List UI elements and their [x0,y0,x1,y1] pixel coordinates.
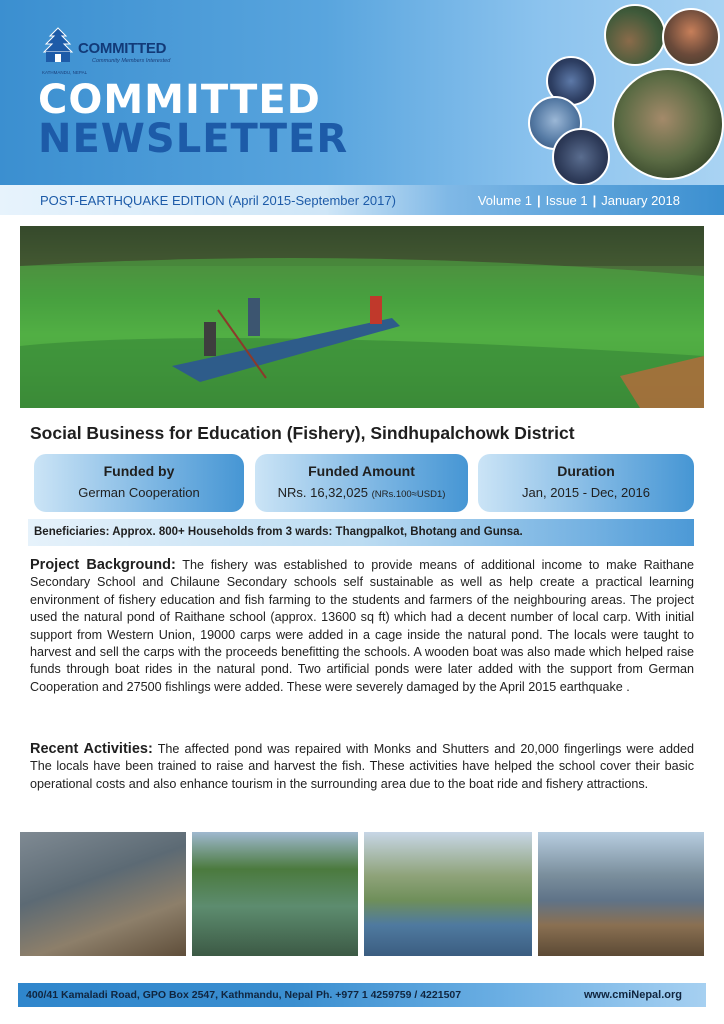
article-title: Social Business for Education (Fishery), Sindhupalchowk District [30,423,575,443]
newsletter-title-line1: COMMITTED [38,77,321,123]
info-value: Jan, 2015 - Dec, 2016 [522,485,650,500]
newsletter-title-line2: NEWSLETTER [38,116,349,162]
info-box-funded-by [34,454,244,512]
info-label: Duration [557,463,615,479]
info-box-funded-amount [255,454,468,512]
separator: | [592,193,597,208]
info-value: NRs. 16,32,025 [277,485,368,500]
volume-label: Volume 1 [477,193,533,208]
logo-tagline: Community Members Interested [92,58,171,64]
edition-label: POST-EARTHQUAKE EDITION (April 2015-September 2017) [40,193,396,208]
footer-bar [18,983,706,1007]
header-photo-children [662,8,720,66]
recent-activities-heading: Recent Activities: [30,741,153,757]
recent-activities-paragraph [30,741,694,793]
separator: | [537,193,541,208]
project-background-paragraph [30,557,694,696]
edition-bar [0,185,724,215]
photo-pond-repair [20,832,186,956]
logo-place: KATHMANDU, NEPAL [42,70,88,75]
info-box-duration [478,454,694,512]
photo-boat-ride [364,832,532,956]
photo-fish-harvest [538,832,704,956]
newsletter-header [0,0,724,185]
beneficiaries-bar [28,519,694,546]
footer-website-link[interactable]: www.cmiNepal.org [583,989,682,1001]
photo-fingerlings-release [192,832,358,956]
beneficiaries-text: Beneficiaries: Approx. 800+ Households from 3 wards: Thangpalkot, Bhotang and Gunsa. [34,526,523,538]
info-value: German Cooperation [78,485,200,500]
temple-logo-icon [40,26,76,66]
exchange-rate-note: (NRs.100≈USD1) [371,489,446,500]
logo-name: COMMITTED [78,40,167,57]
header-photo-woman-with-net [612,68,724,180]
project-background-heading: Project Background: [30,557,176,573]
header-photo-community [552,128,610,185]
footer-address: 400/41 Kamaladi Road, GPO Box 2547, Kathmandu, Nepal Ph. +977 1 4259759 / 4221507 [26,989,462,1001]
info-label: Funded by [103,463,175,479]
volume-info [478,193,680,208]
recent-activities-text: The affected pond was repaired with Monks and Shutters and 20,000 fingerlings were added The locals have been trained to raise and harvest the fish. These activities have helped the school cover their basic operational costs and also enhance tourism in the surrounding area due to the boat ride and fishery attractions. [30,742,695,791]
organization-logo [40,26,190,76]
hero-photo-pond-boat [20,226,704,408]
info-value-wrapper [255,485,468,500]
pond-boat-illustration [20,226,704,408]
project-background-text: The fishery was established to provide means of additional income to make Raithane Secondary School and Chilaune Secondary schools self sustainable as well as help create a practical learning environment of fishery education and fish farming to the students and farmers of the neighbouring areas. The project used the natural pond of Raithane school (approx. 13600 sq ft) which had a decent number of local carp. With initial support from Western Union, 19000 carps were added in a cage inside the natural pond. The locals were taught to harvest and sell the carps with the proceeds benefitting the schools. A wooden boat was also made which helped raise funds through boat rides in the natural pond. Two artificial ponds were later added with the support from German Cooperation and 27500 fishlings were added. These were severely damaged by the April 2015 earthquake . [30,558,694,694]
info-label: Funded Amount [308,463,415,479]
issue-label: Issue 1 [545,193,588,208]
issue-date: January 2018 [601,193,680,208]
header-photo-group [604,4,666,66]
